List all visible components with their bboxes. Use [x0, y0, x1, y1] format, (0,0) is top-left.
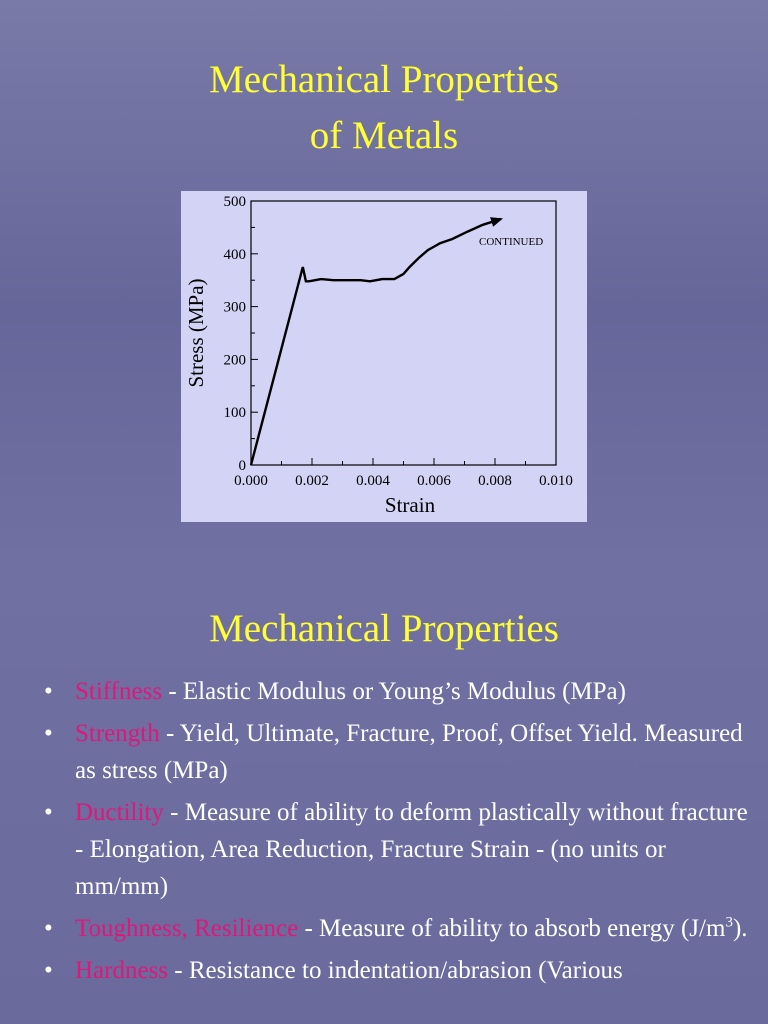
- y-tick-label: 0: [238, 458, 246, 474]
- definition-ductility: - Measure of ability to deform plastically without fracture - Elongation, Area Reduction, Fracture Strain - (no units or mm/mm): [75, 799, 748, 900]
- x-tick-label: 0.008: [478, 473, 512, 489]
- term-toughness: Toughness, Resilience: [75, 915, 299, 942]
- stress-strain-chart: [181, 191, 587, 522]
- slide-title-line-2: of Metals: [309, 114, 459, 157]
- property-list: [44, 673, 754, 994]
- x-tick-label: 0.002: [295, 473, 329, 489]
- definition-toughness: - Measure of ability to absorb energy (J/m: [298, 915, 726, 942]
- x-tick-label: 0.004: [356, 473, 390, 489]
- y-tick-label: 400: [223, 246, 246, 263]
- y-axis-label: Stress (MPa): [184, 278, 208, 388]
- list-item: [44, 673, 754, 710]
- continued-annotation: CONTINUED: [479, 236, 544, 248]
- chart-svg: [181, 191, 587, 522]
- definition-strength: - Yield, Ultimate, Fracture, Proof, Offset Yield. Measured as stress (MPa): [75, 720, 743, 784]
- list-item: [44, 952, 754, 989]
- bullet-icon: •: [44, 957, 53, 984]
- y-tick-label: 200: [223, 352, 246, 369]
- definition-stiffness: - Elastic Modulus or Young’s Modulus (MPa): [162, 678, 626, 705]
- definition-toughness-superscript: 3: [725, 914, 733, 931]
- y-axis-ticks: [224, 194, 259, 474]
- y-tick-label: 100: [223, 405, 246, 422]
- bullet-icon: •: [44, 678, 53, 705]
- x-tick-label: 0.000: [234, 473, 268, 489]
- term-ductility: Ductility: [75, 799, 164, 826]
- list-item: [44, 794, 754, 905]
- stress-strain-curve: [251, 219, 501, 465]
- definition-hardness: - Resistance to indentation/abrasion (Various: [168, 957, 623, 984]
- x-axis-ticks: [234, 458, 573, 489]
- section-title: Mechanical Properties: [209, 607, 559, 650]
- y-tick-label: 500: [223, 194, 246, 210]
- x-tick-label: 0.006: [417, 473, 451, 489]
- x-axis-label: Strain: [384, 493, 436, 517]
- x-tick-label: 0.010: [539, 473, 573, 489]
- definition-toughness-end: ).: [732, 915, 748, 942]
- list-item: [44, 910, 754, 947]
- y-tick-label: 300: [223, 299, 246, 316]
- term-hardness: Hardness: [75, 957, 169, 984]
- slide-title-line-1: Mechanical Properties: [209, 58, 559, 101]
- slide-title: [0, 52, 768, 164]
- term-stiffness: Stiffness: [75, 678, 163, 705]
- bullet-icon: •: [44, 720, 53, 747]
- bullet-icon: •: [44, 915, 53, 942]
- bullet-icon: •: [44, 799, 53, 826]
- term-strength: Strength: [75, 720, 160, 747]
- list-item: [44, 715, 754, 789]
